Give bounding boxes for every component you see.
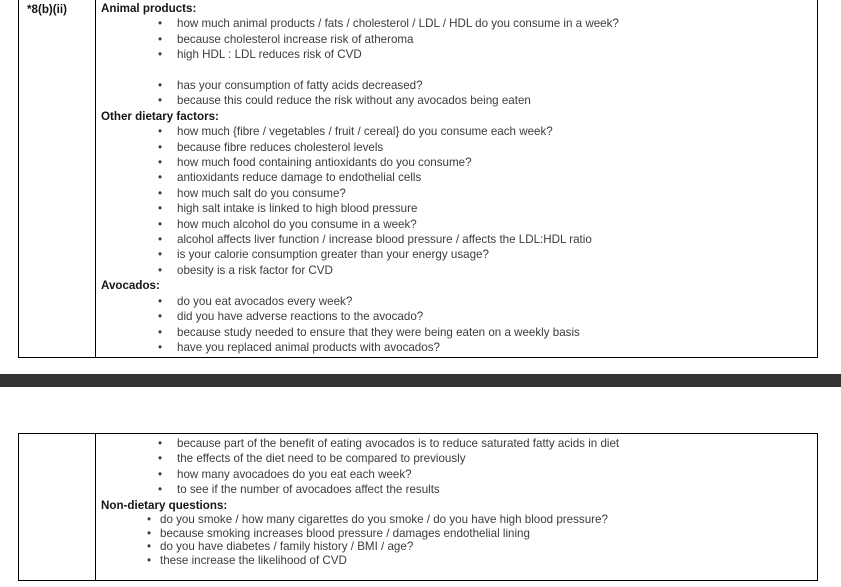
bullet-text: have you replaced animal products with avocados? [177, 340, 440, 354]
bullet-text: how much animal products / fats / cholesterol / LDL / HDL do you consume in a week? [177, 17, 619, 31]
bullet-text: because study needed to ensure that they were being eaten on a weekly basis [177, 325, 580, 339]
bullet-marker: • [158, 32, 163, 46]
bullet-text: high HDL : LDL reduces risk of CVD [177, 48, 362, 62]
bullet-marker: • [158, 467, 163, 481]
page-separator-bar [0, 374, 841, 387]
mark-scheme-table-top [18, 0, 818, 358]
section-heading: Avocados: [101, 279, 160, 293]
section-heading: Non-dietary questions: [101, 498, 228, 512]
bullet-marker: • [147, 540, 152, 554]
bullet-item [101, 436, 811, 451]
bullet-text: because part of the benefit of eating avocados is to reduce saturated fatty acids in diet [177, 437, 620, 450]
bullet-text: is your calorie consumption greater than your energy usage? [177, 248, 489, 262]
bullet-item [101, 201, 811, 216]
bullet-text: how much salt do you consume? [177, 186, 346, 200]
question-number-cell [19, 0, 96, 357]
bullet-item [101, 47, 811, 62]
bullet-text: do you have diabetes / family history / BMI / age? [160, 540, 414, 554]
bullet-marker: • [158, 437, 163, 450]
bullet-item [101, 309, 811, 324]
bullet-item [101, 78, 811, 93]
bullet-text: how much food containing antioxidants do you consume? [177, 156, 472, 170]
bullet-marker: • [158, 186, 163, 200]
blank-line [101, 63, 811, 78]
bullet-item [101, 325, 811, 340]
bullet-item [101, 124, 811, 139]
bullet-marker: • [158, 125, 163, 139]
bullet-text: did you have adverse reactions to the avocado? [177, 310, 424, 324]
bullet-item [101, 140, 811, 155]
bullet-marker: • [158, 17, 163, 31]
bullet-text: do you eat avocados every week? [177, 294, 353, 308]
bullet-item [101, 247, 811, 262]
bullet-text: because fibre reduces cholesterol levels [177, 140, 384, 154]
bullet-marker: • [158, 340, 163, 354]
bullet-item [101, 467, 811, 482]
bullet-text: obesity is a risk factor for CVD [177, 263, 333, 277]
bullet-text: alcohol affects liver function / increase blood pressure / affects the LDL:HDL ratio [177, 233, 592, 247]
bullet-item [101, 217, 811, 232]
bullet-marker: • [158, 233, 163, 247]
bullet-marker: • [158, 171, 163, 185]
bullet-text: because this could reduce the risk without any avocados being eaten [177, 94, 531, 108]
bullet-text: has your consumption of fatty acids decreased? [177, 79, 423, 93]
bullet-text: these increase the likelihood of CVD [160, 553, 347, 567]
section-heading: Animal products: [101, 2, 197, 15]
bullet-marker: • [158, 94, 163, 108]
bullet-item [101, 513, 811, 527]
bullet-marker: • [158, 48, 163, 62]
mark-scheme-table-bottom [18, 433, 818, 581]
bullet-marker: • [158, 310, 163, 324]
answer-content-cell-top [96, 0, 817, 357]
bullet-item [101, 155, 811, 170]
bullet-item [101, 32, 811, 47]
bullet-marker: • [147, 513, 152, 527]
bullet-marker: • [147, 553, 152, 567]
bullet-text: because smoking increases blood pressure / damages endothelial lining [160, 526, 530, 540]
bullet-item [101, 186, 811, 201]
bullet-marker: • [158, 140, 163, 154]
section-heading: Other dietary factors: [101, 109, 219, 123]
bullet-item [101, 263, 811, 278]
answer-content-cell-bottom [96, 434, 817, 580]
bullet-item [101, 294, 811, 309]
bullet-marker: • [158, 452, 163, 466]
question-number-cell-empty [19, 434, 96, 580]
bullet-marker: • [158, 202, 163, 216]
bullet-text: how much alcohol do you consume in a week? [177, 217, 417, 231]
bullet-text: high salt intake is linked to high blood pressure [177, 202, 418, 216]
bullet-text: antioxidants reduce damage to endothelial cells [177, 171, 422, 185]
bullet-item [101, 527, 811, 541]
bullet-text: how many avocadoes do you eat each week? [177, 467, 412, 481]
bullet-marker: • [158, 294, 163, 308]
bullet-marker: • [158, 217, 163, 231]
bullet-item [101, 340, 811, 355]
bullet-item [101, 554, 811, 568]
bullet-item [101, 170, 811, 185]
bullet-marker: • [158, 248, 163, 262]
bullet-item [101, 93, 811, 108]
bullet-text: the effects of the diet need to be compared to previously [177, 452, 466, 466]
bullet-text: to see if the number of avocadoes affect the results [177, 483, 440, 497]
bullet-marker: • [158, 79, 163, 93]
bullet-text: because cholesterol increase risk of atheroma [177, 32, 414, 46]
bullet-item [101, 482, 811, 497]
bullet-marker: • [147, 526, 152, 540]
bullet-marker: • [158, 156, 163, 170]
bullet-item [101, 451, 811, 466]
bullet-item [101, 232, 811, 247]
bullet-marker: • [158, 325, 163, 339]
bullet-text: do you smoke / how many cigarettes do you smoke / do you have high blood pressure? [160, 513, 608, 527]
bullet-item [101, 540, 811, 554]
bullet-marker: • [158, 483, 163, 497]
bullet-item [101, 16, 811, 31]
bullet-text: how much {fibre / vegetables / fruit / cereal} do you consume each week? [177, 125, 553, 139]
question-number: *8(b)(ii) [27, 3, 67, 16]
bullet-marker: • [158, 263, 163, 277]
